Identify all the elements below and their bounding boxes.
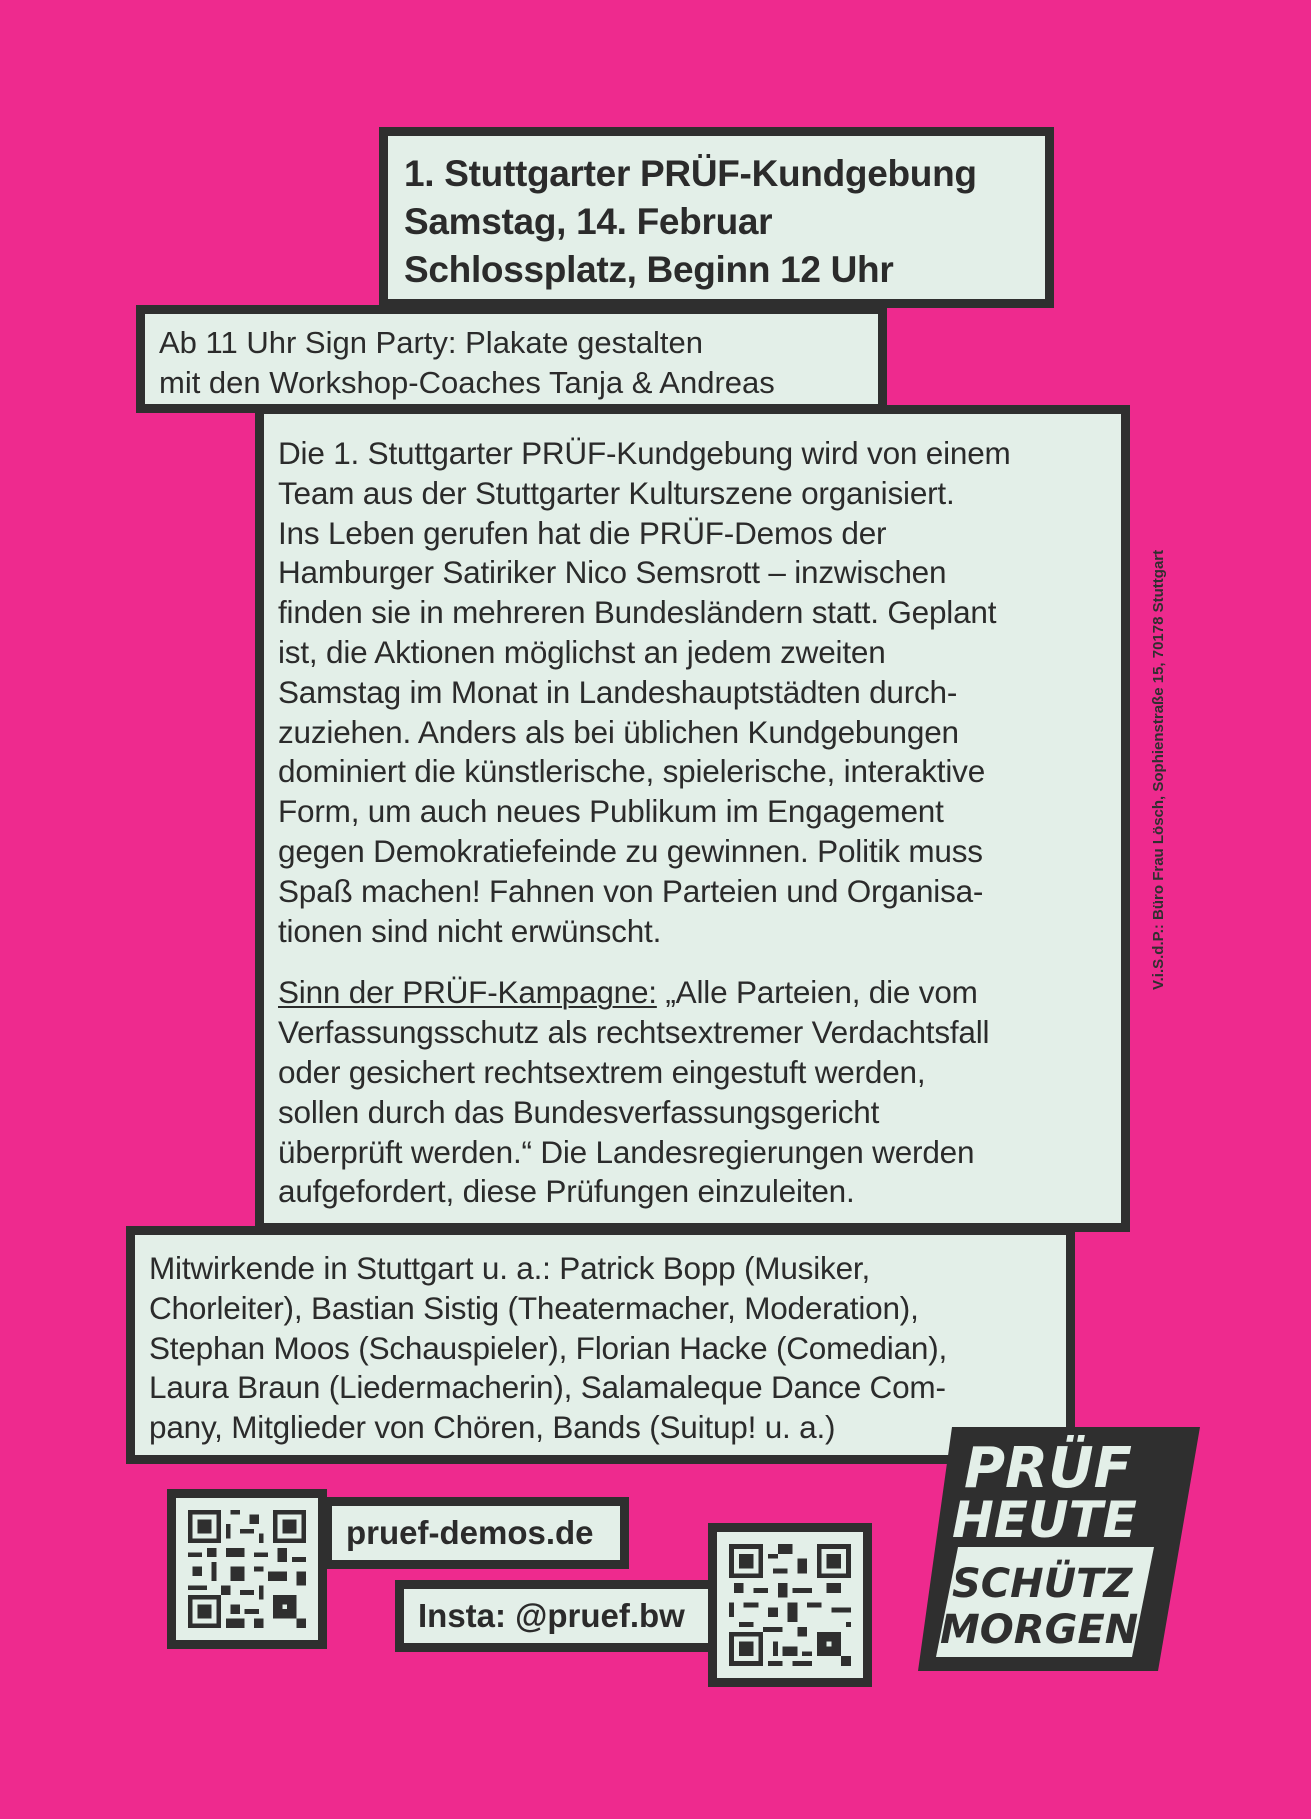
- description-line: gegen Demokratiefeinde zu gewinnen. Politik muss: [278, 832, 983, 869]
- contributors-line: pany, Mitglieder von Chören, Bands (Suitup! u. a.): [149, 1409, 836, 1446]
- website-qr-code[interactable]: [167, 1489, 327, 1649]
- description-line: zuziehen. Anders als bei üblichen Kundgebungen: [278, 713, 959, 750]
- website-link[interactable]: pruef-demos.de: [346, 1514, 594, 1551]
- logo-pruef: PRÜF: [964, 1436, 1132, 1501]
- campaign-line: Verfassungsschutz als rechtsextremer Verdachtsfall: [278, 1014, 990, 1051]
- description-line: Form, um auch neues Publikum im Engagement: [278, 793, 944, 830]
- description-line: ist, die Aktionen möglichst an jedem zweiten: [278, 633, 886, 670]
- description-line: Ins Leben gerufen hat die PRÜF-Demos der: [278, 514, 887, 551]
- qr-code-icon: [729, 1544, 851, 1666]
- description-line: Team aus der Stuttgarter Kulturszene organisiert.: [278, 474, 955, 511]
- website-link-box[interactable]: [323, 1497, 629, 1569]
- description-line: Hamburger Satiriker Nico Semsrott – inzwischen: [278, 554, 947, 591]
- description-line: Die 1. Stuttgarter PRÜF-Kundgebung wird von einem: [278, 435, 1011, 471]
- event-date: Samstag, 14. Februar: [404, 201, 773, 242]
- pruef-heute-logo: [918, 1421, 1200, 1677]
- sign-party-box: [136, 305, 887, 413]
- description-line: tionen sind nicht erwünscht.: [278, 912, 662, 949]
- description-line: finden sie in mehreren Bundesländern statt. Geplant: [278, 594, 997, 631]
- qr-code-icon: [188, 1510, 306, 1628]
- instagram-handle[interactable]: Insta: @pruef.bw: [418, 1597, 685, 1634]
- event-title-box: [379, 127, 1054, 308]
- campaign-first-line: [278, 973, 1107, 1013]
- campaign-heading: Sinn der PRÜF-Kampagne:: [278, 974, 657, 1011]
- campaign-line: aufgefordert, diese Prüfungen einzuleiten.: [278, 1173, 855, 1210]
- description-line: Spaß machen! Fahnen von Parteien und Organisa-: [278, 872, 984, 909]
- event-title: 1. Stuttgarter PRÜF-Kundgebung: [404, 153, 977, 194]
- campaign-line: oder gesichert rechtsextrem eingestuft werden,: [278, 1053, 926, 1090]
- instagram-qr-code[interactable]: [708, 1523, 872, 1687]
- logo-schuetz: SCHÜTZ: [952, 1561, 1133, 1607]
- campaign-line: überprüft werden.“ Die Landesregierungen werden: [278, 1133, 975, 1170]
- sign-party-line: mit den Workshop-Coaches Tanja & Andreas: [159, 365, 775, 400]
- contributors-line: Mitwirkende in Stuttgart u. a.: Patrick Bopp (Musiker,: [149, 1250, 870, 1286]
- description-line: Samstag im Monat in Landeshauptstädten durch-: [278, 673, 958, 710]
- description-line: dominiert die künstlerische, spielerische, interaktive: [278, 753, 986, 790]
- campaign-quote-start: „Alle Parteien, die vom: [656, 974, 978, 1011]
- instagram-handle-box[interactable]: [395, 1580, 717, 1652]
- logo-morgen: MORGEN: [940, 1607, 1139, 1653]
- contributors-line: Chorleiter), Bastian Sistig (Theatermacher, Moderation),: [149, 1289, 919, 1326]
- contributors-line: Laura Braun (Liedermacherin), Salamaleque Dance Com-: [149, 1369, 946, 1406]
- contributors-line: Stephan Moos (Schauspieler), Florian Hacke (Comedian),: [149, 1329, 948, 1366]
- campaign-line: sollen durch das Bundesverfassungsgericht: [278, 1093, 880, 1130]
- logo-heute: HEUTE: [952, 1491, 1137, 1549]
- paragraph-gap: [278, 951, 1107, 973]
- description-box: [255, 405, 1130, 1232]
- sign-party-line: Ab 11 Uhr Sign Party: Plakate gestalten: [159, 325, 703, 360]
- imprint-text: V.i.S.d.P.: Büro Frau Lösch, Sophienstraße 15, 70178 Stuttgart: [1150, 549, 1167, 990]
- event-location-time: Schlossplatz, Beginn 12 Uhr: [404, 249, 894, 290]
